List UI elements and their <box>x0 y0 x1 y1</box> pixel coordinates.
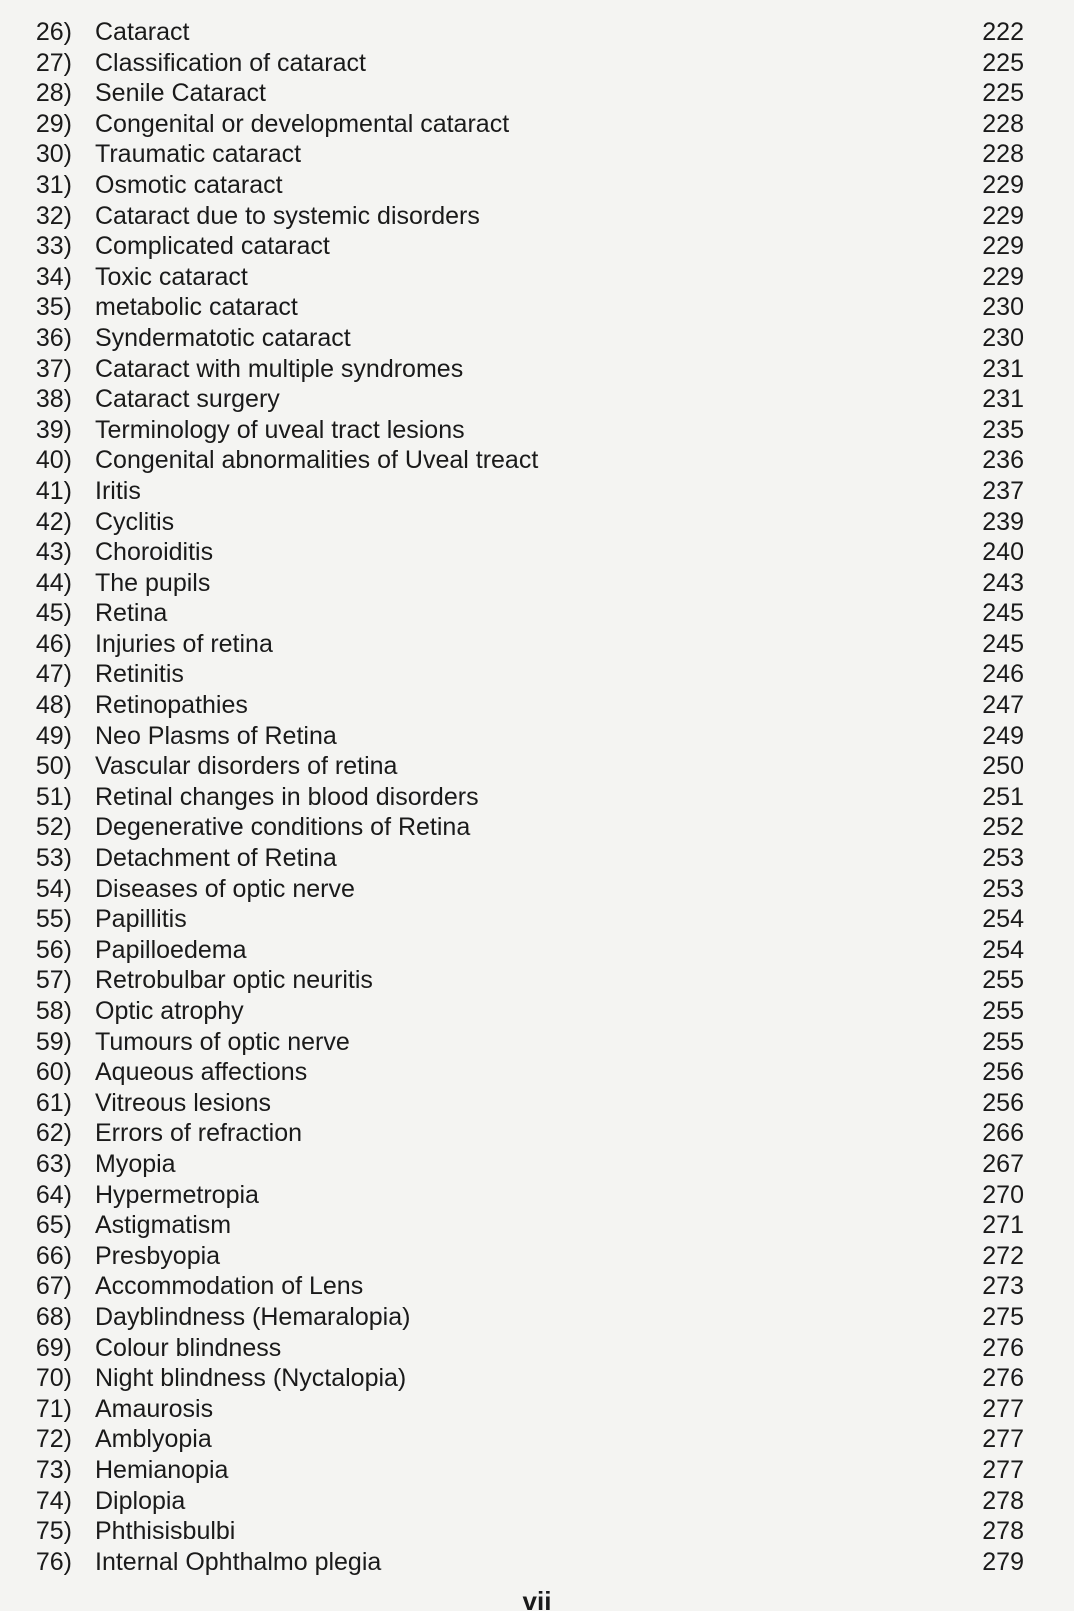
toc-entry-page: 255 <box>982 997 1024 1025</box>
toc-entry <box>0 996 1074 1027</box>
toc-entry-title: Terminology of uveal tract lesions <box>95 415 465 444</box>
toc-entry <box>0 1455 1074 1486</box>
toc-entry-number: 40) <box>35 446 72 475</box>
toc-entry <box>0 78 1074 109</box>
toc-entry <box>0 751 1074 782</box>
toc-entry-title: Degenerative conditions of Retina <box>95 813 471 842</box>
toc-entry-page: 229 <box>982 170 1024 199</box>
toc-entry-page: 243 <box>982 568 1024 597</box>
toc-entry-title: Complicated cataract <box>95 232 330 261</box>
toc-entry <box>0 874 1074 905</box>
toc-entry-number: 47) <box>35 660 72 689</box>
toc-entry-page: 230 <box>982 293 1024 322</box>
toc-entry-title: metabolic cataract <box>95 293 298 322</box>
toc-entry-number: 67) <box>35 1272 72 1301</box>
toc-entry-title: Neo Plasms of Retina <box>95 721 337 750</box>
toc-entry-number: 38) <box>35 385 72 414</box>
toc-entry-number: 66) <box>35 1241 72 1270</box>
toc-entry-title: Traumatic cataract <box>95 140 302 169</box>
toc-entry-title: Choroiditis <box>95 538 214 567</box>
toc-entry-title: Optic atrophy <box>95 997 244 1025</box>
toc-entry-page: 279 <box>982 1547 1024 1576</box>
toc-entry-page: 254 <box>982 935 1024 964</box>
toc-entry-page: 239 <box>982 507 1024 536</box>
toc-entry <box>0 262 1074 293</box>
toc-entry-title: Cataract with multiple syndromes <box>95 354 464 383</box>
toc-entry-number: 42) <box>35 507 72 536</box>
toc-entry-title: Papillitis <box>95 905 187 934</box>
toc-entry <box>0 476 1074 507</box>
toc-entry-page: 255 <box>982 1027 1024 1056</box>
toc-entry-number: 43) <box>35 538 72 567</box>
toc-entry <box>0 721 1074 752</box>
toc-entry-title: Congenital abnormalities of Uveal treact <box>95 446 539 475</box>
toc-entry-page: 272 <box>982 1241 1024 1270</box>
toc-entry-number: 39) <box>35 415 72 444</box>
toc-entry <box>0 1180 1074 1211</box>
toc-entry <box>0 201 1074 232</box>
toc-entry-title: Tumours of optic nerve <box>95 1027 350 1056</box>
toc-entry <box>0 904 1074 935</box>
toc-entry-number: 52) <box>35 813 72 842</box>
toc-entry-title: Vitreous lesions <box>95 1088 272 1117</box>
toc-entry-page: 253 <box>982 844 1024 873</box>
toc-entry-page: 266 <box>982 1119 1024 1148</box>
toc-entry-title: Hemianopia <box>95 1455 229 1484</box>
toc-entry-page: 236 <box>982 446 1024 475</box>
toc-entry-number: 58) <box>35 997 72 1025</box>
toc-entry-title: Classification of cataract <box>95 48 366 77</box>
toc-entry-title: Night blindness (Nyctalopia) <box>95 1364 407 1393</box>
toc-entry-number: 41) <box>35 476 72 505</box>
toc-entry-title: Amaurosis <box>95 1394 214 1423</box>
toc-entry-page: 246 <box>982 660 1024 689</box>
toc-entry-number: 62) <box>35 1119 72 1148</box>
toc-entry-title: Cataract surgery <box>95 385 280 414</box>
toc-entry <box>0 1333 1074 1364</box>
toc-entry <box>0 1424 1074 1455</box>
toc-entry-number: 57) <box>35 966 72 995</box>
toc-entry <box>0 1027 1074 1058</box>
toc-entry-number: 29) <box>35 109 72 138</box>
toc-entry-number: 55) <box>35 905 72 934</box>
toc-entry <box>0 629 1074 660</box>
toc-entry-page: 254 <box>982 905 1024 934</box>
toc-entry-number: 34) <box>35 262 72 291</box>
toc-entry-page: 240 <box>982 538 1024 567</box>
toc-entry-page: 267 <box>982 1149 1024 1178</box>
toc-entry-number: 44) <box>35 568 72 597</box>
toc-entry <box>0 935 1074 966</box>
toc-entry-page: 256 <box>982 1058 1024 1087</box>
toc-entry <box>0 1394 1074 1425</box>
toc-entry <box>0 659 1074 690</box>
toc-entry-number: 53) <box>35 844 72 873</box>
toc-entry <box>0 323 1074 354</box>
toc-entry-title: Cataract <box>95 18 190 46</box>
toc-entry <box>0 1302 1074 1333</box>
toc-entry <box>0 843 1074 874</box>
toc-entry <box>0 1149 1074 1180</box>
toc-entry-title: Phthisisbulbi <box>95 1517 236 1546</box>
toc-entry <box>0 598 1074 629</box>
toc-entry-number: 32) <box>35 201 72 230</box>
toc-entry <box>0 48 1074 79</box>
toc-entry <box>0 1486 1074 1517</box>
toc-entry <box>0 17 1074 48</box>
toc-entry-title: Diplopia <box>95 1486 186 1515</box>
toc-entry-title: Astigmatism <box>95 1211 232 1240</box>
toc-entry-title: Retinal changes in blood disorders <box>95 782 479 811</box>
toc-entry-number: 49) <box>35 721 72 750</box>
toc-entry <box>0 782 1074 813</box>
toc-entry <box>0 537 1074 568</box>
toc-entry-page: 278 <box>982 1486 1024 1515</box>
toc-entry-number: 46) <box>35 629 72 658</box>
toc-entry-page: 271 <box>982 1211 1024 1240</box>
toc-entry-number: 50) <box>35 752 72 781</box>
toc-entry-title: Cataract due to systemic disorders <box>95 201 480 230</box>
toc-entry-title: Hypermetropia <box>95 1180 259 1209</box>
toc-entry-number: 26) <box>35 18 72 46</box>
toc-entry-page: 276 <box>982 1333 1024 1362</box>
toc-entry-number: 70) <box>35 1364 72 1393</box>
toc-entry <box>0 812 1074 843</box>
toc-entry-title: Vascular disorders of retina <box>95 752 398 781</box>
toc-entry <box>0 445 1074 476</box>
toc-entry-page: 222 <box>982 18 1024 46</box>
toc-entry-page: 231 <box>982 385 1024 414</box>
toc-entry-number: 72) <box>35 1425 72 1454</box>
toc-entry <box>0 354 1074 385</box>
toc-entry-page: 225 <box>982 79 1024 108</box>
toc-entry-page: 276 <box>982 1364 1024 1393</box>
toc-entry-page: 237 <box>982 476 1024 505</box>
toc-entry-number: 73) <box>35 1455 72 1484</box>
toc-entry-number: 65) <box>35 1211 72 1240</box>
toc-entry <box>0 1363 1074 1394</box>
toc-entry-number: 74) <box>35 1486 72 1515</box>
toc-entry <box>0 1547 1074 1578</box>
toc-entry-page: 228 <box>982 140 1024 169</box>
toc-entry-number: 35) <box>35 293 72 322</box>
toc-entry-page: 228 <box>982 109 1024 138</box>
toc-entry-page: 277 <box>982 1394 1024 1423</box>
toc-entry <box>0 1210 1074 1241</box>
toc-entry <box>0 1516 1074 1547</box>
toc-entry-title: Injuries of retina <box>95 629 273 658</box>
toc-entry-title: Papilloedema <box>95 935 247 964</box>
toc-entry-page: 231 <box>982 354 1024 383</box>
toc-entry-page: 277 <box>982 1455 1024 1484</box>
toc-entry-number: 71) <box>35 1394 72 1423</box>
toc-entry-page: 245 <box>982 599 1024 628</box>
toc-entry-page: 251 <box>982 782 1024 811</box>
toc-entry-title: Retina <box>95 599 168 628</box>
toc-entry-page: 255 <box>982 966 1024 995</box>
toc-entry-page: 229 <box>982 201 1024 230</box>
toc-entry-title: Retinitis <box>95 660 184 689</box>
toc-entry-page: 250 <box>982 752 1024 781</box>
toc-entry-number: 51) <box>35 782 72 811</box>
toc-entry-title: Toxic cataract <box>95 262 248 291</box>
toc-entry-number: 59) <box>35 1027 72 1056</box>
toc-entry-title: Errors of refraction <box>95 1119 303 1148</box>
toc-entry-number: 56) <box>35 935 72 964</box>
toc-entry-number: 60) <box>35 1058 72 1087</box>
toc-entry-title: Retinopathies <box>95 691 248 720</box>
toc-entry-page: 229 <box>982 232 1024 261</box>
toc-entry <box>0 1088 1074 1119</box>
toc-entry-title: Dayblindness (Hemaralopia) <box>95 1302 411 1331</box>
toc-entry-number: 48) <box>35 691 72 720</box>
toc-entry-number: 54) <box>35 874 72 903</box>
toc-entry-page: 256 <box>982 1088 1024 1117</box>
page-number-footer: vii <box>522 1586 552 1611</box>
toc-entry-title: Accommodation of Lens <box>95 1272 364 1301</box>
toc-entry-title: The pupils <box>95 568 211 597</box>
toc-entry <box>0 1057 1074 1088</box>
toc-entry-page: 252 <box>982 813 1024 842</box>
toc-entry-title: Internal Ophthalmo plegia <box>95 1547 382 1576</box>
toc-entry-page: 270 <box>982 1180 1024 1209</box>
toc-entry <box>0 109 1074 140</box>
toc-entry-page: 229 <box>982 262 1024 291</box>
toc-entry-number: 75) <box>35 1517 72 1546</box>
toc-entry <box>0 965 1074 996</box>
toc-entry-number: 61) <box>35 1088 72 1117</box>
toc-entry-number: 28) <box>35 79 72 108</box>
toc-entry-title: Osmotic cataract <box>95 170 283 199</box>
toc-entry-page: 249 <box>982 721 1024 750</box>
toc-entry-title: Presbyopia <box>95 1241 221 1270</box>
toc-entry-number: 63) <box>35 1149 72 1178</box>
toc-entry-page: 273 <box>982 1272 1024 1301</box>
toc-entry-number: 68) <box>35 1302 72 1331</box>
toc-entry-page: 225 <box>982 48 1024 77</box>
toc-entry-title: Syndermatotic cataract <box>95 323 351 352</box>
toc-entry-number: 36) <box>35 323 72 352</box>
toc-entry-page: 235 <box>982 415 1024 444</box>
toc-entry-number: 30) <box>35 140 72 169</box>
toc-entry-page: 278 <box>982 1517 1024 1546</box>
toc-entry-title: Diseases of optic nerve <box>95 874 355 903</box>
toc-entry-title: Aqueous affections <box>95 1058 308 1087</box>
toc-entry <box>0 1241 1074 1272</box>
toc-entry <box>0 384 1074 415</box>
toc-entry-number: 45) <box>35 599 72 628</box>
toc-entry-page: 253 <box>982 874 1024 903</box>
toc-entry-number: 37) <box>35 354 72 383</box>
toc-entry-number: 27) <box>35 48 72 77</box>
toc-entry-title: Amblyopia <box>95 1425 212 1454</box>
toc-entry-title: Congenital or developmental cataract <box>95 109 510 138</box>
toc-entry <box>0 231 1074 262</box>
toc-entry <box>0 568 1074 599</box>
toc-entry <box>0 1271 1074 1302</box>
toc-entry <box>0 1118 1074 1149</box>
toc-entry-title: Colour blindness <box>95 1333 282 1362</box>
toc-entry-title: Iritis <box>95 476 141 505</box>
toc-entry-number: 31) <box>35 170 72 199</box>
toc-entry-title: Senile Cataract <box>95 79 266 108</box>
toc-entry-title: Detachment of Retina <box>95 844 337 873</box>
toc-entry <box>0 139 1074 170</box>
toc-entry-title: Myopia <box>95 1149 176 1178</box>
toc-entry-number: 64) <box>35 1180 72 1209</box>
toc-entry-title: Cyclitis <box>95 507 175 536</box>
toc-entry-number: 76) <box>35 1547 72 1576</box>
toc-entry-page: 230 <box>982 323 1024 352</box>
toc-entry-title: Retrobulbar optic neuritis <box>95 966 373 995</box>
toc-entry-number: 69) <box>35 1333 72 1362</box>
toc-entry-page: 245 <box>982 629 1024 658</box>
toc-entry-page: 275 <box>982 1302 1024 1331</box>
toc-entry <box>0 170 1074 201</box>
table-of-contents <box>0 17 1074 1577</box>
toc-entry-page: 247 <box>982 691 1024 720</box>
toc-entry-page: 277 <box>982 1425 1024 1454</box>
toc-entry <box>0 415 1074 446</box>
toc-entry <box>0 292 1074 323</box>
toc-entry <box>0 690 1074 721</box>
toc-entry <box>0 507 1074 538</box>
toc-entry-number: 33) <box>35 232 72 261</box>
